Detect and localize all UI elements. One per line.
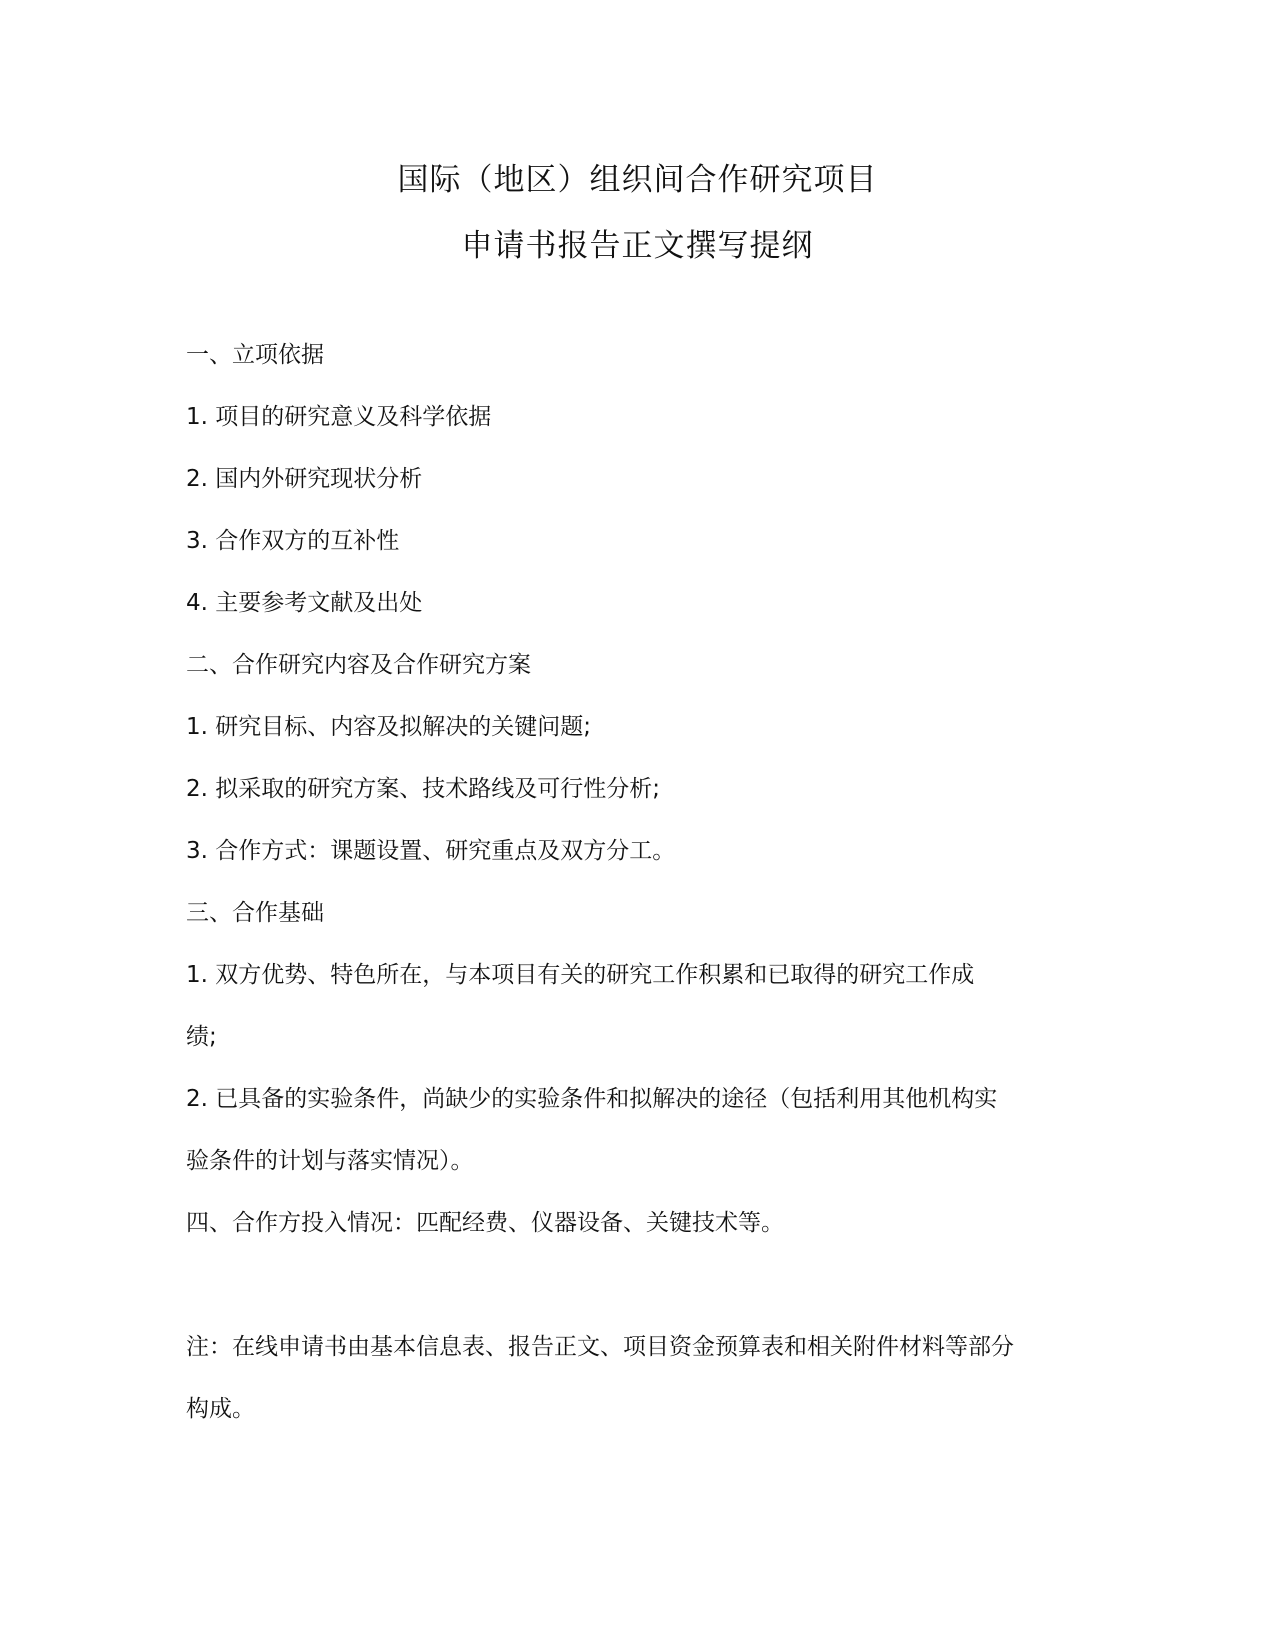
section-heading-4: 四、合作方投入情况：匹配经费、仪器设备、关键技术等。 — [186, 1210, 784, 1236]
note-line-2: 构成。 — [186, 1396, 255, 1422]
section-2-item-3: 3. 合作方式：课题设置、研究重点及双方分工。 — [186, 838, 676, 864]
note-line-1: 注：在线申请书由基本信息表、报告正文、项目资金预算表和相关附件材料等部分 — [186, 1334, 1014, 1360]
section-3-item-2-line-2: 验条件的计划与落实情况）。 — [186, 1148, 474, 1174]
section-1-item-3: 3. 合作双方的互补性 — [186, 528, 400, 554]
section-heading-1: 一、立项依据 — [186, 342, 324, 368]
section-heading-2: 二、合作研究内容及合作研究方案 — [186, 652, 531, 678]
section-3-item-1-line-1: 1. 双方优势、特色所在，与本项目有关的研究工作积累和已取得的研究工作成 — [186, 962, 975, 988]
section-2-item-1: 1. 研究目标、内容及拟解决的关键问题; — [186, 714, 592, 740]
section-1-item-1: 1. 项目的研究意义及科学依据 — [186, 404, 492, 430]
document-title-line-2: 申请书报告正文撰写提纲 — [461, 228, 814, 264]
section-heading-3: 三、合作基础 — [186, 900, 324, 926]
section-1-item-2: 2. 国内外研究现状分析 — [186, 466, 423, 492]
section-2-item-2: 2. 拟采取的研究方案、技术路线及可行性分析; — [186, 776, 661, 802]
section-3-item-1-line-2: 绩; — [186, 1024, 217, 1050]
document-title-line-1: 国际（地区）组织间合作研究项目 — [397, 162, 878, 198]
section-1-item-4: 4. 主要参考文献及出处 — [186, 590, 423, 616]
section-3-item-2-line-1: 2. 已具备的实验条件，尚缺少的实验条件和拟解决的途径（包括利用其他机构实 — [186, 1086, 998, 1112]
